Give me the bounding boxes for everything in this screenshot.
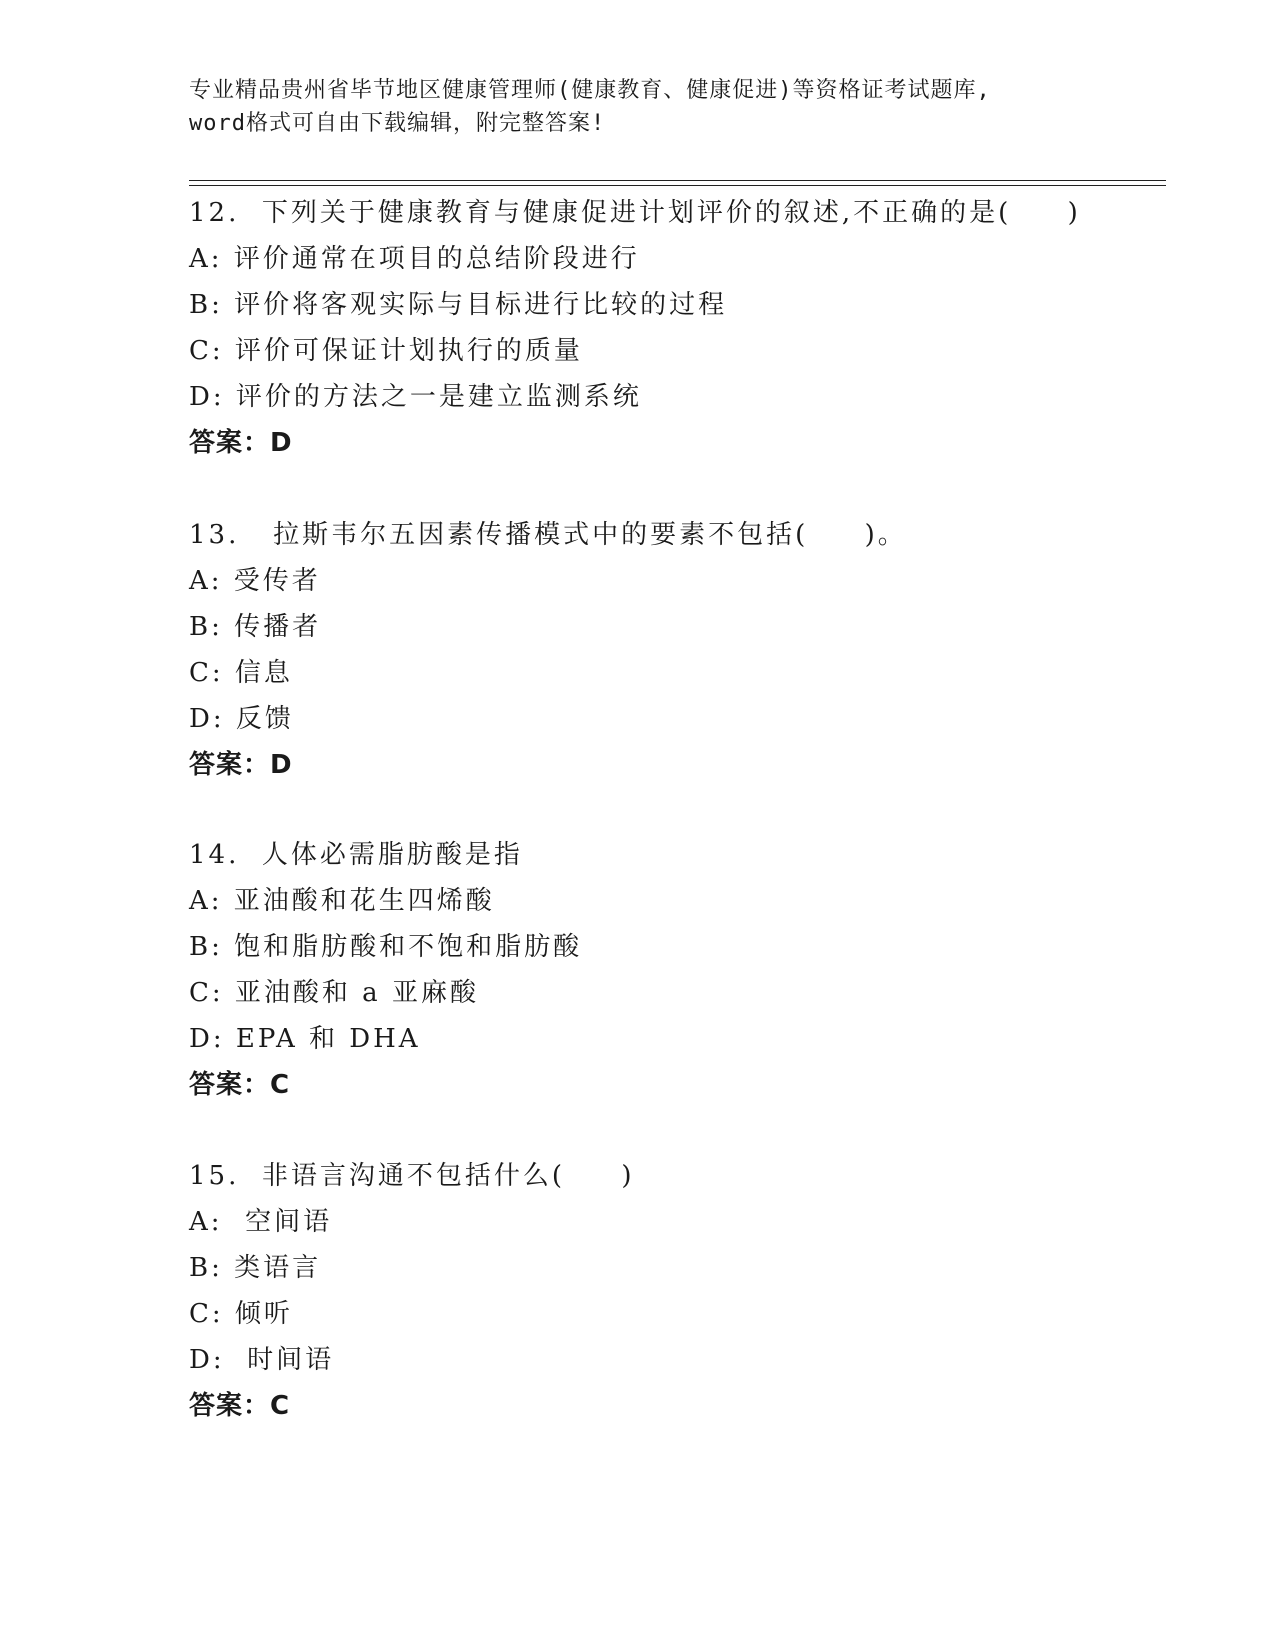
question-stem: 12. 下列关于健康教育与健康促进计划评价的叙述,不正确的是( ) <box>189 198 1081 228</box>
option-d: D: 时间语 <box>189 1345 335 1375</box>
option-a: A: 亚油酸和花生四烯酸 <box>189 886 495 916</box>
answer: 答案：D <box>189 428 293 458</box>
question-stem: 15. 非语言沟通不包括什么( ) <box>189 1161 635 1191</box>
question-12 <box>189 190 1189 466</box>
option-a: A: 受传者 <box>189 566 321 596</box>
question-stem: 13. 拉斯韦尔五因素传播模式中的要素不包括( )。 <box>189 520 907 550</box>
option-b: B: 传播者 <box>189 612 322 642</box>
option-d: D: 反馈 <box>189 704 294 734</box>
option-c: C: 亚油酸和 a 亚麻酸 <box>189 978 479 1008</box>
option-c: C: 倾听 <box>189 1299 293 1329</box>
option-a: A: 空间语 <box>189 1207 333 1237</box>
answer: 答案：C <box>189 1070 291 1100</box>
option-b: B: 饱和脂肪酸和不饱和脂肪酸 <box>189 932 583 962</box>
header-divider <box>189 180 1166 186</box>
option-c: C: 评价可保证计划执行的质量 <box>189 336 583 366</box>
answer: 答案：C <box>189 1391 291 1421</box>
option-b: B: 类语言 <box>189 1253 322 1283</box>
answer: 答案：D <box>189 750 293 780</box>
option-a: A: 评价通常在项目的总结阶段进行 <box>189 244 640 274</box>
question-13 <box>189 512 1189 788</box>
option-b: B: 评价将客观实际与目标进行比较的过程 <box>189 290 728 320</box>
question-15 <box>189 1153 1189 1429</box>
option-d: D: EPA 和 DHA <box>189 1024 421 1054</box>
document-header <box>189 74 1089 140</box>
option-c: C: 信息 <box>189 658 293 688</box>
header-line-2: word格式可自由下载编辑，附完整答案! <box>189 111 606 136</box>
question-stem: 14. 人体必需脂肪酸是指 <box>189 840 523 870</box>
header-line-1: 专业精品贵州省毕节地区健康管理师(健康教育、健康促进)等资格证考试题库, <box>189 78 991 103</box>
option-d: D: 评价的方法之一是建立监测系统 <box>189 382 642 412</box>
question-14 <box>189 832 1189 1108</box>
